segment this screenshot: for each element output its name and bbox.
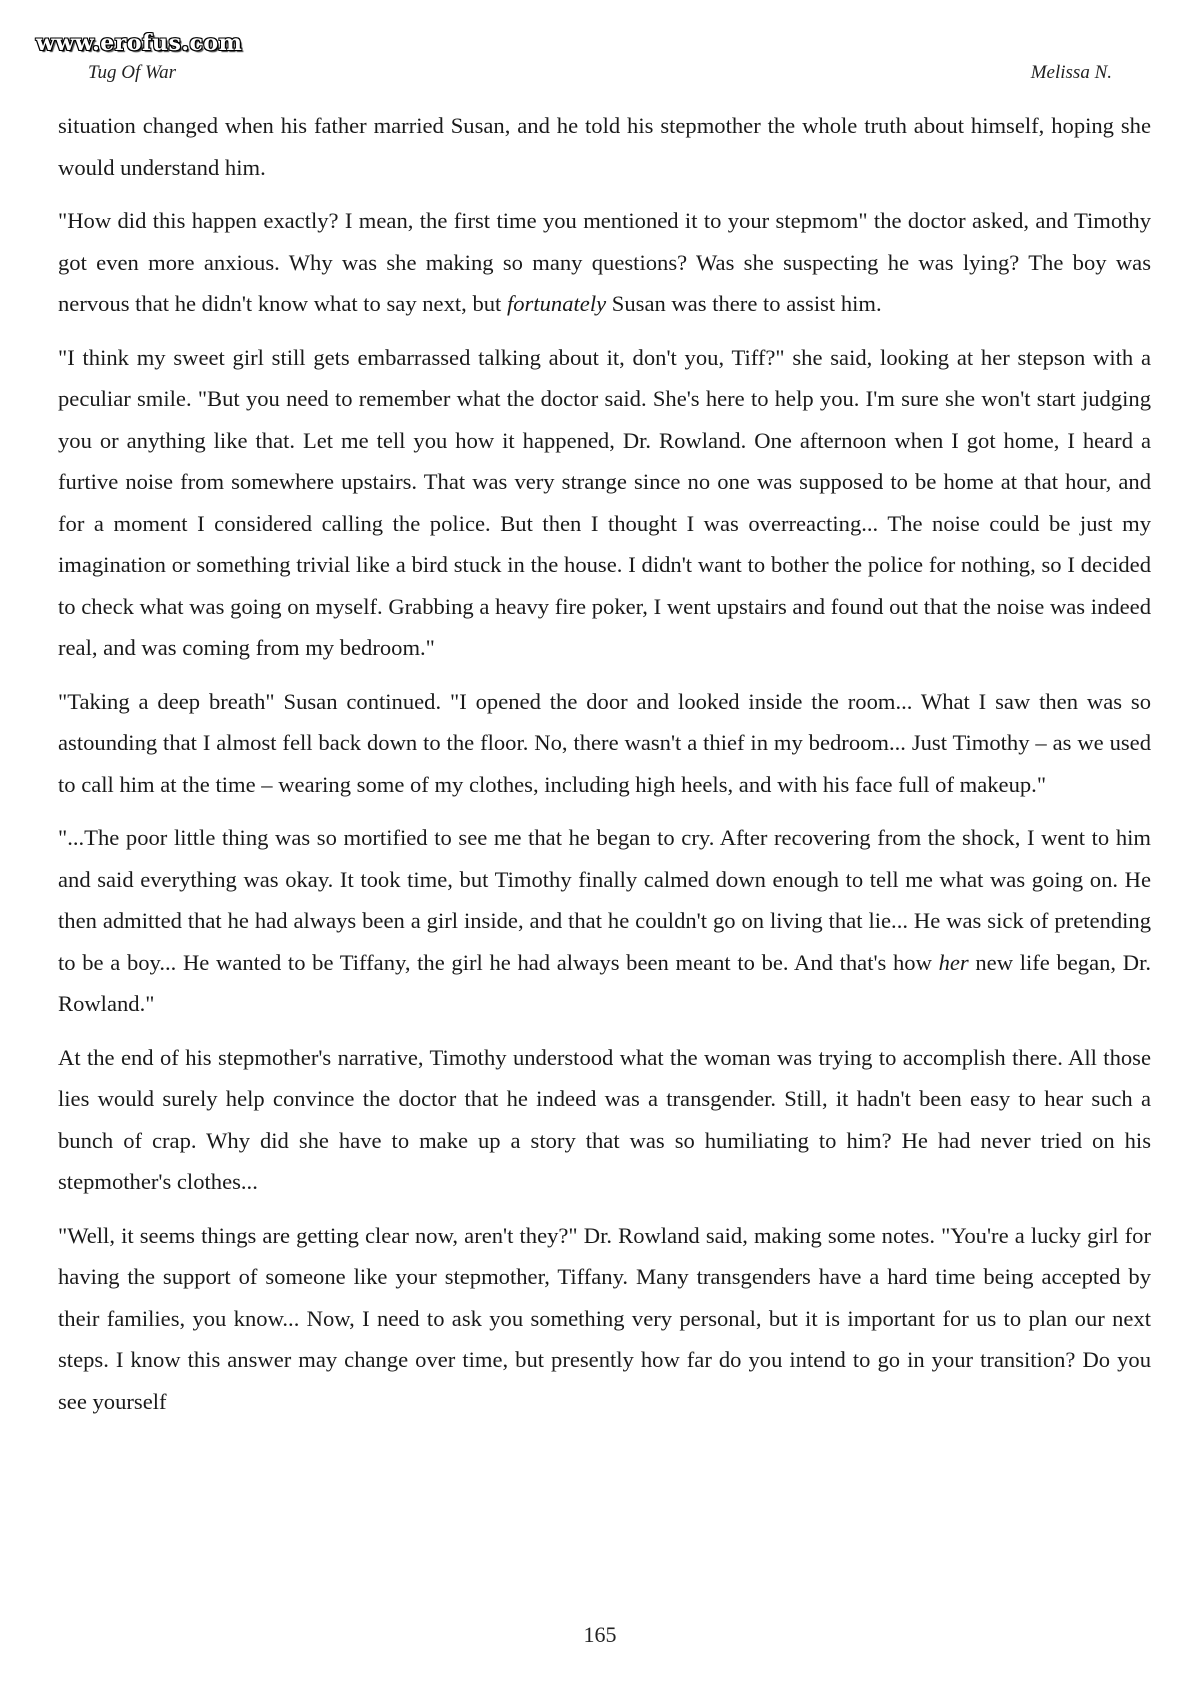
- paragraph: situation changed when his father married Susan, and he told his stepmother the whole truth about himself, hoping she would understand him.: [58, 113, 1151, 180]
- book-title: Tug Of War: [88, 62, 176, 83]
- site-watermark: www.erofus.com: [36, 30, 243, 56]
- book-author: Melissa N.: [1030, 62, 1112, 83]
- paragraph: "...The poor little thing was so mortified to see me that he began to cry. After recovering from the shock, I went to him and said everything was okay. It took time, but Timothy finally calmed down enough to tell me what was going on. He then admitted that he had always been a girl inside, and that he couldn't go on living that lie... He was sick of pretending to be a boy... He wanted to be Tiffany, the girl he had always been meant to be. And that's how her new life began, Dr. Rowland.": [58, 825, 1151, 1016]
- emphasis-text: her: [938, 949, 969, 975]
- page-body: [58, 105, 1151, 1434]
- paragraph: "Well, it seems things are getting clear now, aren't they?" Dr. Rowland said, making some notes. "You're a lucky girl for having the support of someone like your stepmother, Tiffany. Many transgenders have a hard time being accepted by their families, you know... Now, I need to ask you something very personal, but it is important for us to plan our next steps. I know this answer may change over time, but presently how far do you intend to go in your transition? Do you see yourself: [58, 1222, 1151, 1414]
- paragraph: At the end of his stepmother's narrative, Timothy understood what the woman was trying to accomplish there. All those lies would surely help convince the doctor that he indeed was a transgender. Still, it hadn't been easy to hear such a bunch of crap. Why did she have to make up a story that was so humiliating to him? He had never tried on his stepmother's clothes...: [58, 1044, 1151, 1194]
- paragraph: "I think my sweet girl still gets embarrassed talking about it, don't you, Tiff?" she said, looking at her stepson with a peculiar smile. "But you need to remember what the doctor said. She's here to help you. I'm sure she won't start judging you or anything like that. Let me tell you how it happened, Dr. Rowland. One afternoon when I got home, I heard a furtive noise from somewhere upstairs. That was very strange since no one was supposed to be home at that hour, and for a moment I considered calling the police. But then I thought I was overreacting... The noise could be just my imagination or something trivial like a bird stuck in the house. I didn't want to bother the police for nothing, so I decided to check what was going on myself. Grabbing a heavy fire poker, I went upstairs and found out that the noise was indeed real, and was coming from my bedroom.": [58, 344, 1151, 660]
- paragraph: "Taking a deep breath" Susan continued. "I opened the door and looked inside the room... What I saw then was so astounding that I almost fell back down to the floor. No, there wasn't a thief in my bedroom... Just Timothy – as we used to call him at the time – wearing some of my clothes, including high heels, and with his face full of makeup.": [58, 688, 1151, 797]
- paragraph: "How did this happen exactly? I mean, the first time you mentioned it to your stepmom" the doctor asked, and Timothy got even more anxious. Why was she making so many questions? Was she suspecting he was lying? The boy was nervous that he didn't know what to say next, but fortunately Susan was there to assist him.: [58, 208, 1151, 316]
- emphasis-text: fortunately: [506, 291, 607, 316]
- page-number: 165: [583, 1622, 617, 1647]
